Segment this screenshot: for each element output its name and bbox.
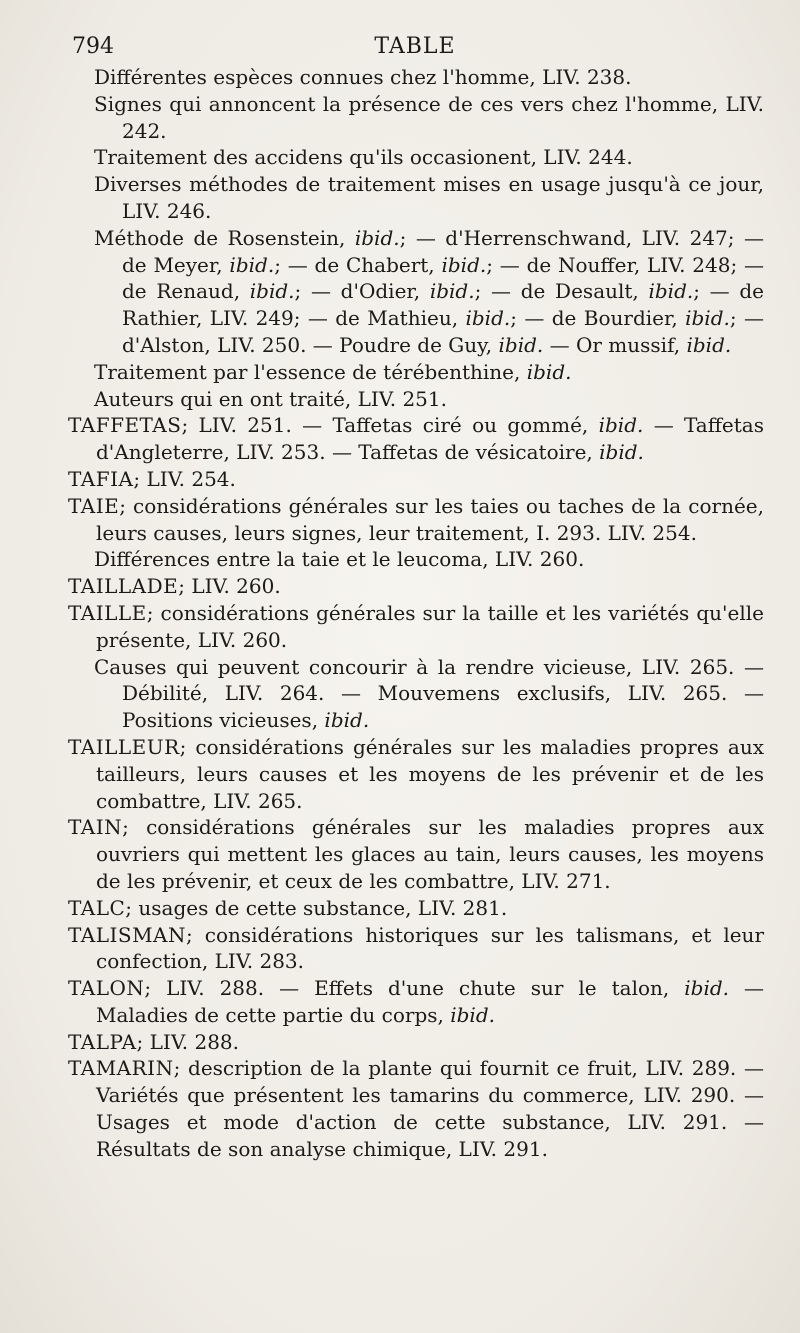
entry-text: ; usages de cette substance, LIV. 281. xyxy=(125,895,508,920)
index-entry xyxy=(66,466,764,493)
entry-headword: TALISMAN xyxy=(68,922,186,947)
ibid-reference: ibid. xyxy=(686,332,732,357)
entry-text: Auteurs qui en ont traité, LIV. 251. xyxy=(94,386,447,411)
ibid-reference: ibid. xyxy=(450,1002,495,1027)
entry-headword: TAILLADE xyxy=(68,574,179,599)
entry-text: ; — de Rathier, LIV. 249; — de Mathieu, xyxy=(122,279,765,331)
index-entry xyxy=(66,895,764,922)
entry-text: ; LIV. 260. xyxy=(178,574,281,599)
entry-text: ; considérations historiques sur les talismans, et leur confection, LIV. 283. xyxy=(96,922,764,974)
entry-text: ; — d'Herrenschwand, LIV. 247; — de Meyer, xyxy=(122,225,764,277)
entry-text: ; LIV. 251. — Taffetas ciré ou gommé, xyxy=(181,413,599,438)
running-title: TABLE xyxy=(374,34,456,59)
entry-headword: TAILLE xyxy=(68,600,147,625)
index-subentry xyxy=(66,91,764,145)
ibid-reference: ibid. xyxy=(441,252,487,277)
entry-headword: TAFFETAS xyxy=(68,413,182,438)
entry-headword: TAFIA xyxy=(68,466,134,491)
entry-text: Traitement des accidens qu'ils occasionent, LIV. 244. xyxy=(94,145,633,170)
entry-text: Diverses méthodes de traitement mises en usage jusqu'à ce jour, LIV. 246. xyxy=(94,172,764,223)
entry-text: ; — d'Alston, LIV. 250. — Poudre de Guy, xyxy=(122,306,764,357)
index-subentry xyxy=(66,386,764,413)
index-entry xyxy=(66,814,764,894)
ibid-reference: ibid. xyxy=(465,306,511,331)
ibid-reference: ibid. xyxy=(324,708,370,733)
index-entry xyxy=(66,1055,764,1162)
entry-text: ; — de Bourdier, xyxy=(510,306,686,331)
index-subentry xyxy=(66,359,764,386)
ibid-reference: ibid. xyxy=(249,279,295,304)
entry-text: Différences entre la taie et le leucoma, LIV. 260. xyxy=(94,547,585,572)
entry-text: ; — de Desault, xyxy=(474,279,649,304)
ibid-reference: ibid. xyxy=(648,279,694,304)
entry-text: Différentes espèces connues chez l'homme, LIV. 238. xyxy=(94,65,632,89)
entry-text: ; LIV. 288. xyxy=(136,1029,240,1054)
index-subentry xyxy=(66,654,764,734)
entry-headword: TAILLEUR xyxy=(68,734,180,759)
entry-headword: TAIN xyxy=(68,815,123,840)
ibid-reference: ibid. xyxy=(685,306,730,331)
ibid-reference: ibid. xyxy=(598,413,644,438)
entry-text: Signes qui annoncent la présence de ces vers chez l'homme, LIV. 242. xyxy=(94,91,764,143)
entry-text: ; — d'Odier, xyxy=(294,279,430,304)
index-entry xyxy=(66,493,764,547)
index-entry xyxy=(66,573,764,600)
index-entry xyxy=(66,412,764,466)
entry-text: — Maladies de cette partie du corps, xyxy=(96,976,765,1027)
entry-text: Méthode de Rosenstein, xyxy=(94,225,355,250)
entry-text: ; considérations générales sur les taies ou taches de la cornée, leurs causes, leurs signes, leur traitement, I. 293. LIV. 254. xyxy=(96,493,764,545)
entry-text: ; — de Chabert, xyxy=(274,252,442,277)
index-subentry xyxy=(66,144,764,171)
entry-text: ; considérations générales sur les maladies propres aux ouvriers qui mettent les glaces au tain, leurs causes, les moyens de les prévenir, et ceux de les combattre, LIV. 271. xyxy=(96,815,764,893)
index-subentry xyxy=(66,64,764,91)
entry-headword: TALPA xyxy=(68,1029,137,1054)
ibid-reference: ibid. xyxy=(684,976,730,1001)
entry-headword: TALC xyxy=(68,895,126,920)
entry-text: ; description de la plante qui fournit ce fruit, LIV. 289. — Variétés que présentent les tamarins du commerce, LIV. 290. — Usages et mode d'action de cette substance, LIV. 291. — Résultats de son analyse chimique, LIV. 291. xyxy=(96,1056,764,1161)
ibid-reference: ibid. xyxy=(229,252,275,277)
entry-text: Traitement par l'essence de térébenthine, xyxy=(94,359,527,384)
ibid-reference: ibid. xyxy=(354,225,400,250)
entry-headword: TAIE xyxy=(68,493,120,518)
page-header xyxy=(66,30,764,64)
ibid-reference: ibid. xyxy=(498,332,544,357)
page-number: 794 xyxy=(72,34,114,59)
entry-headword: TAMARIN xyxy=(68,1056,174,1081)
entry-text: ; LIV. 254. xyxy=(133,466,236,491)
index-subentry xyxy=(66,225,764,359)
entry-text: ; — de Nouffer, LIV. 248; — de Renaud, xyxy=(122,252,764,304)
ibid-reference: ibid. xyxy=(526,359,572,384)
entry-headword: TALON xyxy=(68,976,145,1001)
index-entry xyxy=(66,1029,764,1056)
entry-text: — Taffetas d'Angleterre, LIV. 253. — Taffetas de vésicatoire, xyxy=(96,413,764,465)
entry-text: ; LIV. 288. — Effets d'une chute sur le talon, xyxy=(144,976,685,1001)
ibid-reference: ibid. xyxy=(599,440,644,465)
entry-text: Causes qui peuvent concourir à la rendre vicieuse, LIV. 265. — Débilité, LIV. 264. — Mouvemens exclusifs, LIV. 265. — Positions vicieuses, xyxy=(94,654,764,733)
index-entry xyxy=(66,734,764,814)
entry-text: ; considérations générales sur la taille et les variétés qu'elle présente, LIV. 260. xyxy=(96,600,764,652)
index-subentry xyxy=(66,546,764,573)
index-entry xyxy=(66,922,764,976)
ibid-reference: ibid. xyxy=(429,279,475,304)
index-entry xyxy=(66,600,764,654)
index-entry xyxy=(66,975,764,1029)
entry-text: — Or mussif, xyxy=(543,332,687,357)
index-subentry xyxy=(66,171,764,225)
entry-text: ; considérations générales sur les maladies propres aux tailleurs, leurs causes et les moyens de les prévenir et de les combattre, LIV. 265. xyxy=(96,734,764,813)
index-entries xyxy=(66,64,764,1163)
